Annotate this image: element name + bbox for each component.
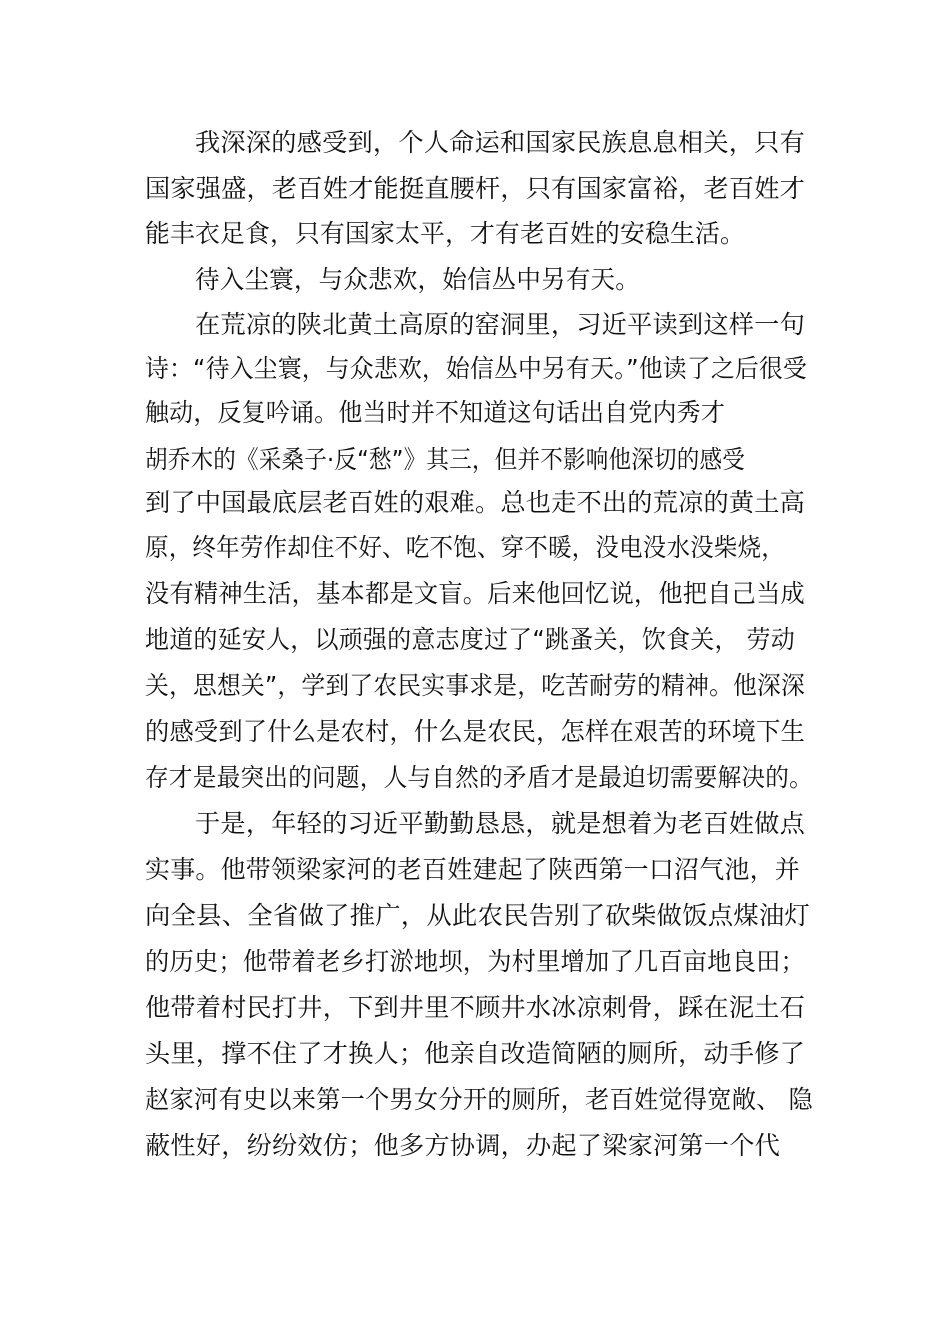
text-line: 在荒凉的陕北黄土高原的窑洞里，习近平读到这样一句 [195,310,805,339]
text-line: 没有精神生活，基本都是文盲。后来他回忆说，他把自己当成 [145,579,805,608]
text-line: 存才是最突出的问题，人与自然的矛盾才是最迫切需要解决的。 [145,763,813,792]
text-line: 我深深的感受到，个人命运和国家民族息息相关，只有 [195,128,805,157]
text-line: 关，思想关”，学到了农民实事求是，吃苦耐劳的精神。他深深 [145,671,805,700]
text-line: 国家强盛，老百姓才能挺直腰杆，只有国家富裕，老百姓才 [145,174,805,203]
text-line: 的历史；他带着老乡打淤地坝，为村里增加了几百亩地良田； [145,947,805,976]
text-line: 到了中国最底层老百姓的艰难。总也走不出的荒凉的黄土高 [145,488,805,517]
text-line: 的感受到了什么是农村，什么是农民，怎样在艰苦的环境下生 [145,717,805,746]
text-line: 能丰衣足食，只有国家太平，才有老百姓的安稳生活。 [145,219,745,248]
text-line: 地道的延安人，以顽强的意志度过了“跳蚤关，饮食关， 劳动 [145,625,795,654]
text-line: 赵家河有史以来第一个男女分开的厕所，老百姓觉得宽敞、 隐 [145,1085,813,1114]
text-line: 胡乔木的《采桑子·反“愁”》其三，但并不影响他深切的感受 [145,445,745,474]
text-line: 头里，撑不住了才换人；他亲自改造简陋的厕所，动手修了 [145,1039,805,1068]
text-line: 于是，年轻的习近平勤勤恳恳，就是想着为老百姓做点 [195,809,805,838]
text-line: 原，终年劳作却住不好、吃不饱、穿不暖，没电没水没柴烧， [145,533,785,562]
text-line: 触动，反复吟诵。他当时并不知道这句话出自党内秀才 [145,398,725,427]
text-line: 实事。他带领梁家河的老百姓建起了陕西第一口沼气池，并 [145,855,800,884]
text-line: 向全县、全省做了推广，从此农民告别了砍柴做饭点煤油灯 [145,901,810,930]
text-line: 蔽性好，纷纷效仿；他多方协调，办起了梁家河第一个代 [145,1131,781,1160]
text-line: 他带着村民打井，下到井里不顾井水冰凉刺骨，踩在泥土石 [145,993,805,1022]
text-line: 诗：“待入尘寰，与众悲欢，始信丛中另有天。”他读了之后很受 [145,354,807,383]
text-line: 待入尘寰，与众悲欢，始信丛中另有天。 [195,265,640,294]
